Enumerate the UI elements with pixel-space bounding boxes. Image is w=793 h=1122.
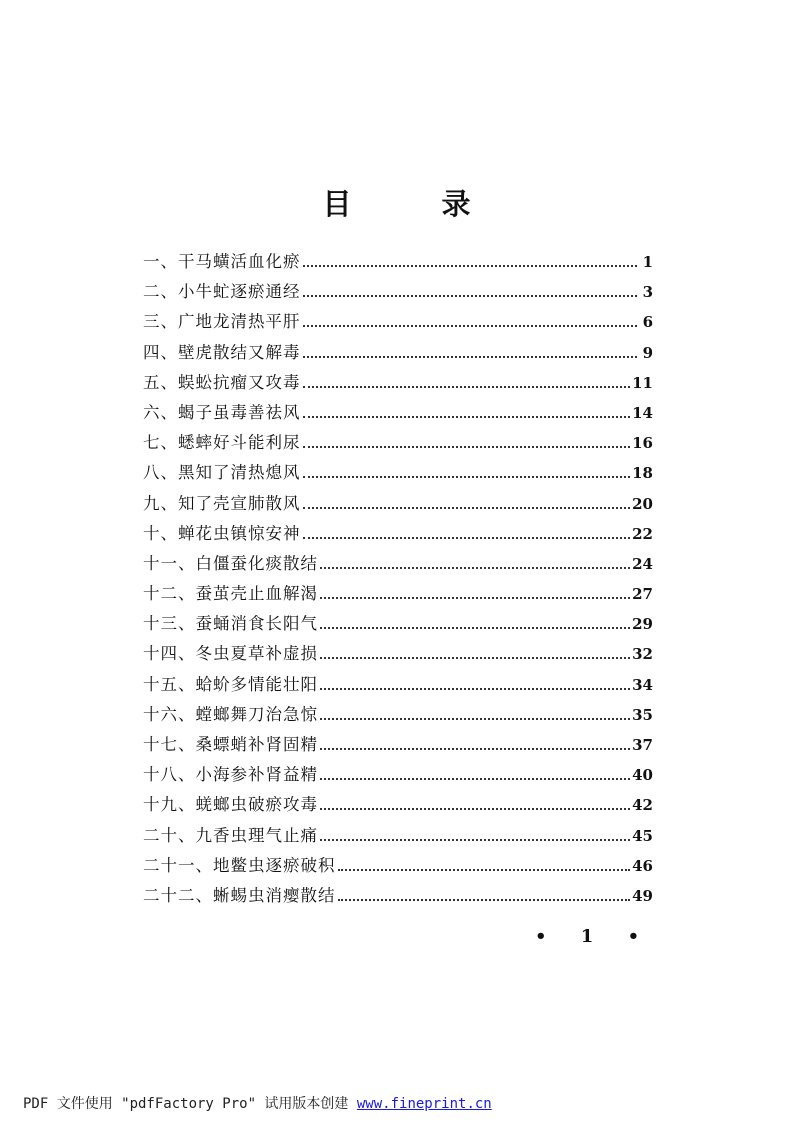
toc-entry[interactable] (143, 671, 653, 701)
toc-entry-page: 20 (632, 494, 653, 513)
toc-entry[interactable] (143, 339, 653, 369)
toc-entry-page: 16 (632, 434, 653, 453)
page-title: 目 录 (322, 187, 511, 221)
toc-entry[interactable] (143, 308, 653, 338)
toc-entry-page: 11 (632, 373, 653, 392)
toc-entry-label: 七、蟋蟀好斗能利尿 (143, 433, 301, 453)
toc-entry-page: 37 (632, 736, 653, 754)
dot-leader (338, 899, 631, 901)
toc-entry[interactable] (143, 640, 653, 670)
toc-entry-label: 六、蝎子虽毒善祛风 (143, 402, 301, 422)
dot-leader (320, 808, 630, 810)
toc-entry[interactable] (143, 731, 653, 761)
toc-entry-label: 二十、九香虫理气止痛 (143, 825, 318, 845)
dot-leader (320, 688, 630, 690)
dot-leader (303, 386, 631, 388)
dot-leader (303, 476, 631, 478)
dot-leader (303, 325, 638, 327)
dot-leader (303, 507, 631, 509)
toc-entry[interactable] (143, 520, 653, 550)
dot-leader (320, 597, 630, 599)
toc-entry-label: 八、黑知了清热熄风 (143, 463, 301, 483)
dot-leader (320, 839, 630, 841)
toc-entry-page: 35 (632, 705, 653, 724)
toc-entry-label: 四、壁虎散结又解毒 (143, 342, 301, 362)
toc-entry-label: 一、干马蟥活血化瘀 (143, 252, 301, 271)
toc-entry-label: 十三、蚕蛹消食长阳气 (143, 614, 318, 634)
toc-entry-page: 32 (632, 645, 653, 664)
dot-leader (320, 748, 630, 750)
toc-entry-label: 三、广地龙清热平肝 (143, 312, 301, 332)
toc-entry[interactable] (143, 580, 653, 610)
toc-entry[interactable] (143, 882, 653, 912)
dot-leader (338, 869, 631, 871)
table-of-contents (143, 248, 653, 912)
toc-entry-label: 十七、桑螵蛸补肾固精 (143, 735, 318, 754)
toc-entry-label: 十四、冬虫夏草补虚损 (143, 644, 318, 664)
toc-entry-page: 18 (632, 464, 653, 483)
footer-text: PDF 文件使用 "pdfFactory Pro" 试用版本创建 (23, 1096, 349, 1112)
toc-entry[interactable] (143, 490, 653, 520)
toc-entry[interactable] (143, 550, 653, 580)
toc-entry-page: 45 (632, 826, 653, 845)
toc-entry[interactable] (143, 248, 653, 278)
toc-entry-label: 十五、蛤蚧多情能壮阳 (143, 674, 318, 694)
dot-leader (320, 627, 630, 629)
toc-entry-label: 二十一、地鳖虫逐瘀破积 (143, 855, 336, 875)
dot-leader (303, 265, 638, 267)
dot-leader (320, 567, 630, 569)
toc-entry[interactable] (143, 701, 653, 731)
dot-leader (320, 718, 630, 720)
toc-entry-page: 49 (632, 886, 653, 905)
toc-entry-label: 二、小牛虻逐瘀通经 (143, 282, 301, 302)
toc-entry-label: 十六、螳螂舞刀治急惊 (143, 704, 318, 724)
toc-entry-page: 24 (632, 554, 653, 573)
dot-leader (303, 537, 631, 539)
toc-entry[interactable] (143, 761, 653, 791)
dot-leader (320, 778, 630, 780)
toc-entry-page: 40 (632, 766, 653, 785)
toc-entry-page: 29 (632, 615, 653, 634)
toc-entry-label: 十二、蚕茧壳止血解渴 (143, 584, 318, 604)
toc-entry-label: 十一、白僵蚕化痰散结 (143, 553, 318, 573)
toc-entry-page: 3 (642, 283, 653, 302)
toc-entry-page: 9 (642, 343, 653, 362)
toc-entry-page: 1 (642, 253, 653, 271)
dot-leader (303, 446, 631, 448)
toc-entry-page: 22 (632, 524, 653, 543)
toc-entry[interactable] (143, 610, 653, 640)
pdf-footer (23, 1093, 492, 1113)
page-number: • 1 • (535, 926, 654, 947)
toc-entry-page: 27 (632, 585, 653, 604)
toc-entry[interactable] (143, 429, 653, 459)
toc-entry-label: 十、蝉花虫镇惊安神 (143, 523, 301, 543)
toc-entry[interactable] (143, 852, 653, 882)
toc-entry-label: 二十二、蜥蜴虫消瘿散结 (143, 885, 336, 905)
toc-entry-page: 14 (632, 403, 653, 422)
toc-entry-label: 五、蜈蚣抗瘤又攻毒 (143, 372, 301, 392)
toc-entry[interactable] (143, 399, 653, 429)
toc-entry[interactable] (143, 822, 653, 852)
toc-entry-label: 十九、蜣螂虫破瘀攻毒 (143, 795, 318, 815)
toc-entry-page: 42 (632, 796, 653, 815)
dot-leader (303, 416, 631, 418)
toc-entry[interactable] (143, 278, 653, 308)
dot-leader (303, 295, 638, 297)
toc-entry-page: 34 (632, 675, 653, 694)
toc-entry-page: 46 (632, 856, 653, 875)
dot-leader (320, 657, 630, 659)
footer-link[interactable]: www.fineprint.cn (356, 1096, 492, 1112)
dot-leader (303, 356, 638, 358)
toc-entry-label: 十八、小海参补肾益精 (143, 765, 318, 785)
toc-entry-label: 九、知了壳宣肺散风 (143, 493, 301, 513)
toc-entry[interactable] (143, 369, 653, 399)
toc-entry[interactable] (143, 459, 653, 489)
toc-entry[interactable] (143, 791, 653, 821)
toc-entry-page: 6 (642, 313, 653, 332)
